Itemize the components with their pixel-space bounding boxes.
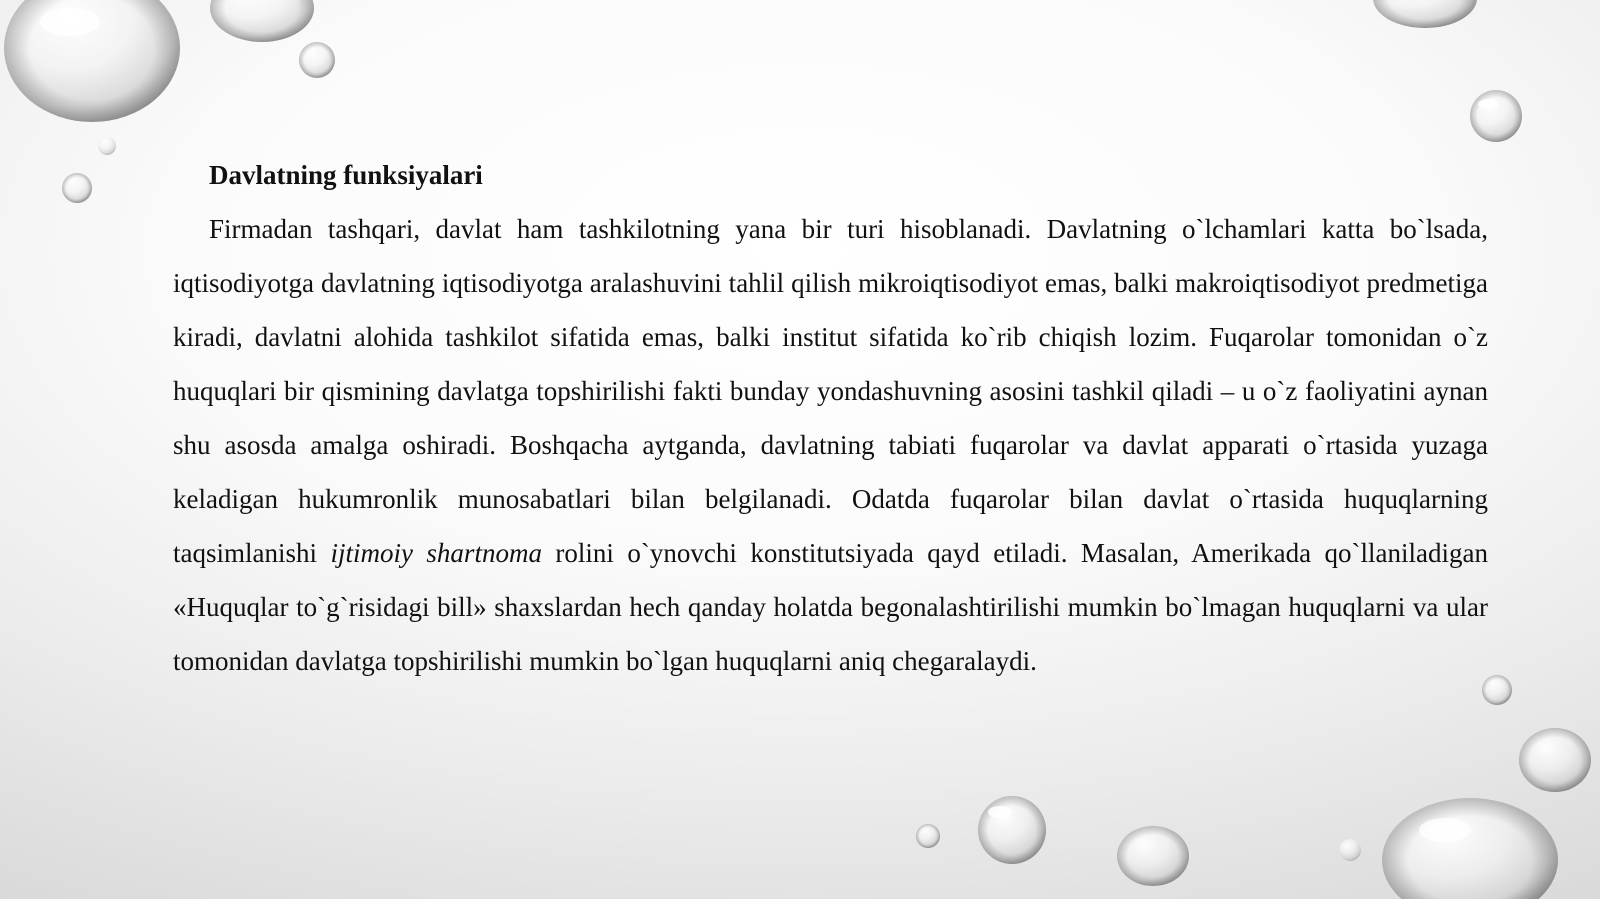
droplet (62, 173, 92, 203)
droplet (1470, 90, 1522, 142)
paragraph-text-part1: Firmadan tashqari, davlat ham tashkilotning yana bir turi hisoblanadi. Davlatning o`lchamlari katta bo`lsada, iqtisodiyotga davlatning iqtisodiyotga aralashuvini tahlil qilish mikroiqtisodiyot emas, balki makroiqtisodiyot predmetiga kiradi, davlatni alohida tashkilot sifatida emas, balki institut sifatida ko`rib chiqish lozim. Fuqarolar tomonidan o`z huquqlari bir qismining davlatga topshirilishi fakti bunday yondashuvning asosini tashkil qiladi – u o`z faoliyatini aynan shu asosda amalga oshiradi. Boshqacha aytganda, davlatning tabiati fuqarolar va davlat apparati o`rtasida yuzaga keladigan hukumronlik munosabatlari bilan belgilanadi. Odatda fuqarolar bilan davlat o`rtasida huquqlarning taqsimlanishi (173, 214, 1488, 568)
droplet (978, 796, 1046, 864)
droplet (1373, 0, 1477, 28)
slide-content (173, 148, 1488, 688)
paragraph-italic-term: ijtimoiy shartnoma (330, 538, 542, 568)
droplet (299, 42, 335, 78)
droplet (1339, 839, 1361, 861)
droplet (210, 0, 314, 42)
droplet (1519, 728, 1591, 792)
slide-paragraph (173, 202, 1488, 688)
droplet (1382, 798, 1558, 899)
droplet (916, 824, 940, 848)
droplet (1117, 826, 1189, 886)
paragraph-text-part2: rolini o`ynovchi konstitutsiyada qayd etiladi. Masalan, Amerikada qo`llaniladigan «Huquqlar to`g`risidagi bill» shaxslardan hech qanday holatda begonalashtirilishi mumkin bo`lmagan huquqlarni va ular tomonidan davlatga topshirilishi mumkin bo`lgan huquqlarni aniq chegaralaydi. (173, 538, 1488, 676)
slide-heading: Davlatning funksiyalari (209, 160, 483, 190)
droplet (98, 137, 116, 155)
droplet (4, 0, 180, 122)
